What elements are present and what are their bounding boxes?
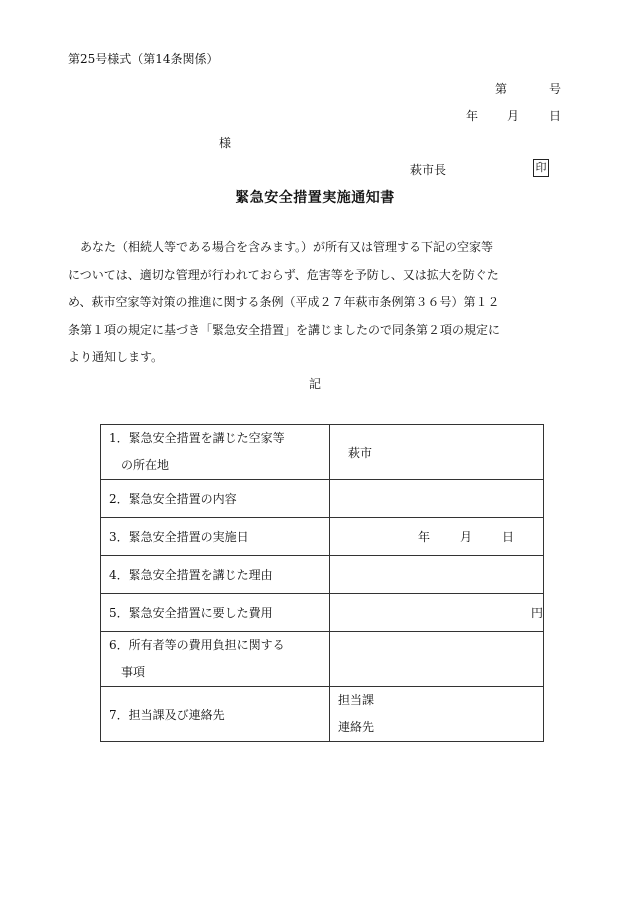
body-line: 条第１項の規定に基づき「緊急安全措置」を講じましたので同条第２項の規定に — [68, 322, 501, 337]
row6-value — [330, 632, 544, 687]
date-month: 月 — [507, 109, 520, 123]
date-day: 日 — [549, 109, 562, 123]
row5-label: 5．緊急安全措置に要した費用 — [101, 594, 330, 632]
row5-value: 円 — [330, 594, 544, 632]
seal-mark: 印 — [533, 159, 549, 177]
row2-label: 2．緊急安全措置の内容 — [101, 480, 330, 518]
doc-number-prefix: 第 — [495, 82, 508, 96]
table-row — [101, 632, 544, 687]
row1-value: 萩市 — [330, 425, 544, 480]
table-row — [101, 480, 544, 518]
ki-heading: 記 — [308, 377, 321, 391]
row7-label: 7．担当課及び連絡先 — [101, 687, 330, 742]
row3-day: 日 — [502, 530, 515, 544]
row4-label: 4．緊急安全措置を講じた理由 — [101, 556, 330, 594]
row6-label-line1: 6．所有者等の費用負担に関する — [109, 638, 285, 652]
document-title: 緊急安全措置実施通知書 — [235, 190, 395, 206]
row6-label-line2: 事項 — [121, 665, 146, 679]
row3-label: 3．緊急安全措置の実施日 — [101, 518, 330, 556]
body-line: より通知します。 — [68, 350, 164, 364]
table-row — [101, 425, 544, 480]
table-row — [101, 687, 544, 742]
notice-body — [68, 234, 563, 372]
doc-number-suffix: 号 — [549, 82, 562, 96]
row6-label — [101, 632, 330, 687]
date-year: 年 — [466, 109, 479, 123]
row3-year: 年 — [418, 530, 431, 544]
row7-value-line1: 担当課 — [338, 693, 375, 707]
row1-label-line2: の所在地 — [121, 458, 170, 472]
issuer-name: 萩市長 — [410, 163, 447, 177]
table-row — [101, 556, 544, 594]
row3-value — [330, 518, 544, 556]
row2-value — [330, 480, 544, 518]
row7-value-line2: 連絡先 — [338, 720, 375, 734]
row4-value — [330, 556, 544, 594]
row3-month: 月 — [460, 530, 473, 544]
details-table — [100, 424, 544, 742]
row1-label — [101, 425, 330, 480]
table-row — [101, 594, 544, 632]
body-line: め、萩市空家等対策の推進に関する条例（平成２７年萩市条例第３６号）第１２ — [68, 295, 500, 309]
body-line: あなた（相続人等である場合を含みます。）が所有又は管理する下記の空家等 — [68, 240, 494, 254]
table-row — [101, 518, 544, 556]
row1-label-line1: 1．緊急安全措置を講じた空家等 — [109, 431, 285, 445]
form-number: 第25号様式（第14条関係） — [68, 52, 219, 66]
body-line: については、適切な管理が行われておらず、危害等を予防し、又は拡大を防ぐた — [68, 267, 499, 282]
row7-value — [330, 687, 544, 742]
addressee-suffix: 様 — [219, 136, 232, 150]
